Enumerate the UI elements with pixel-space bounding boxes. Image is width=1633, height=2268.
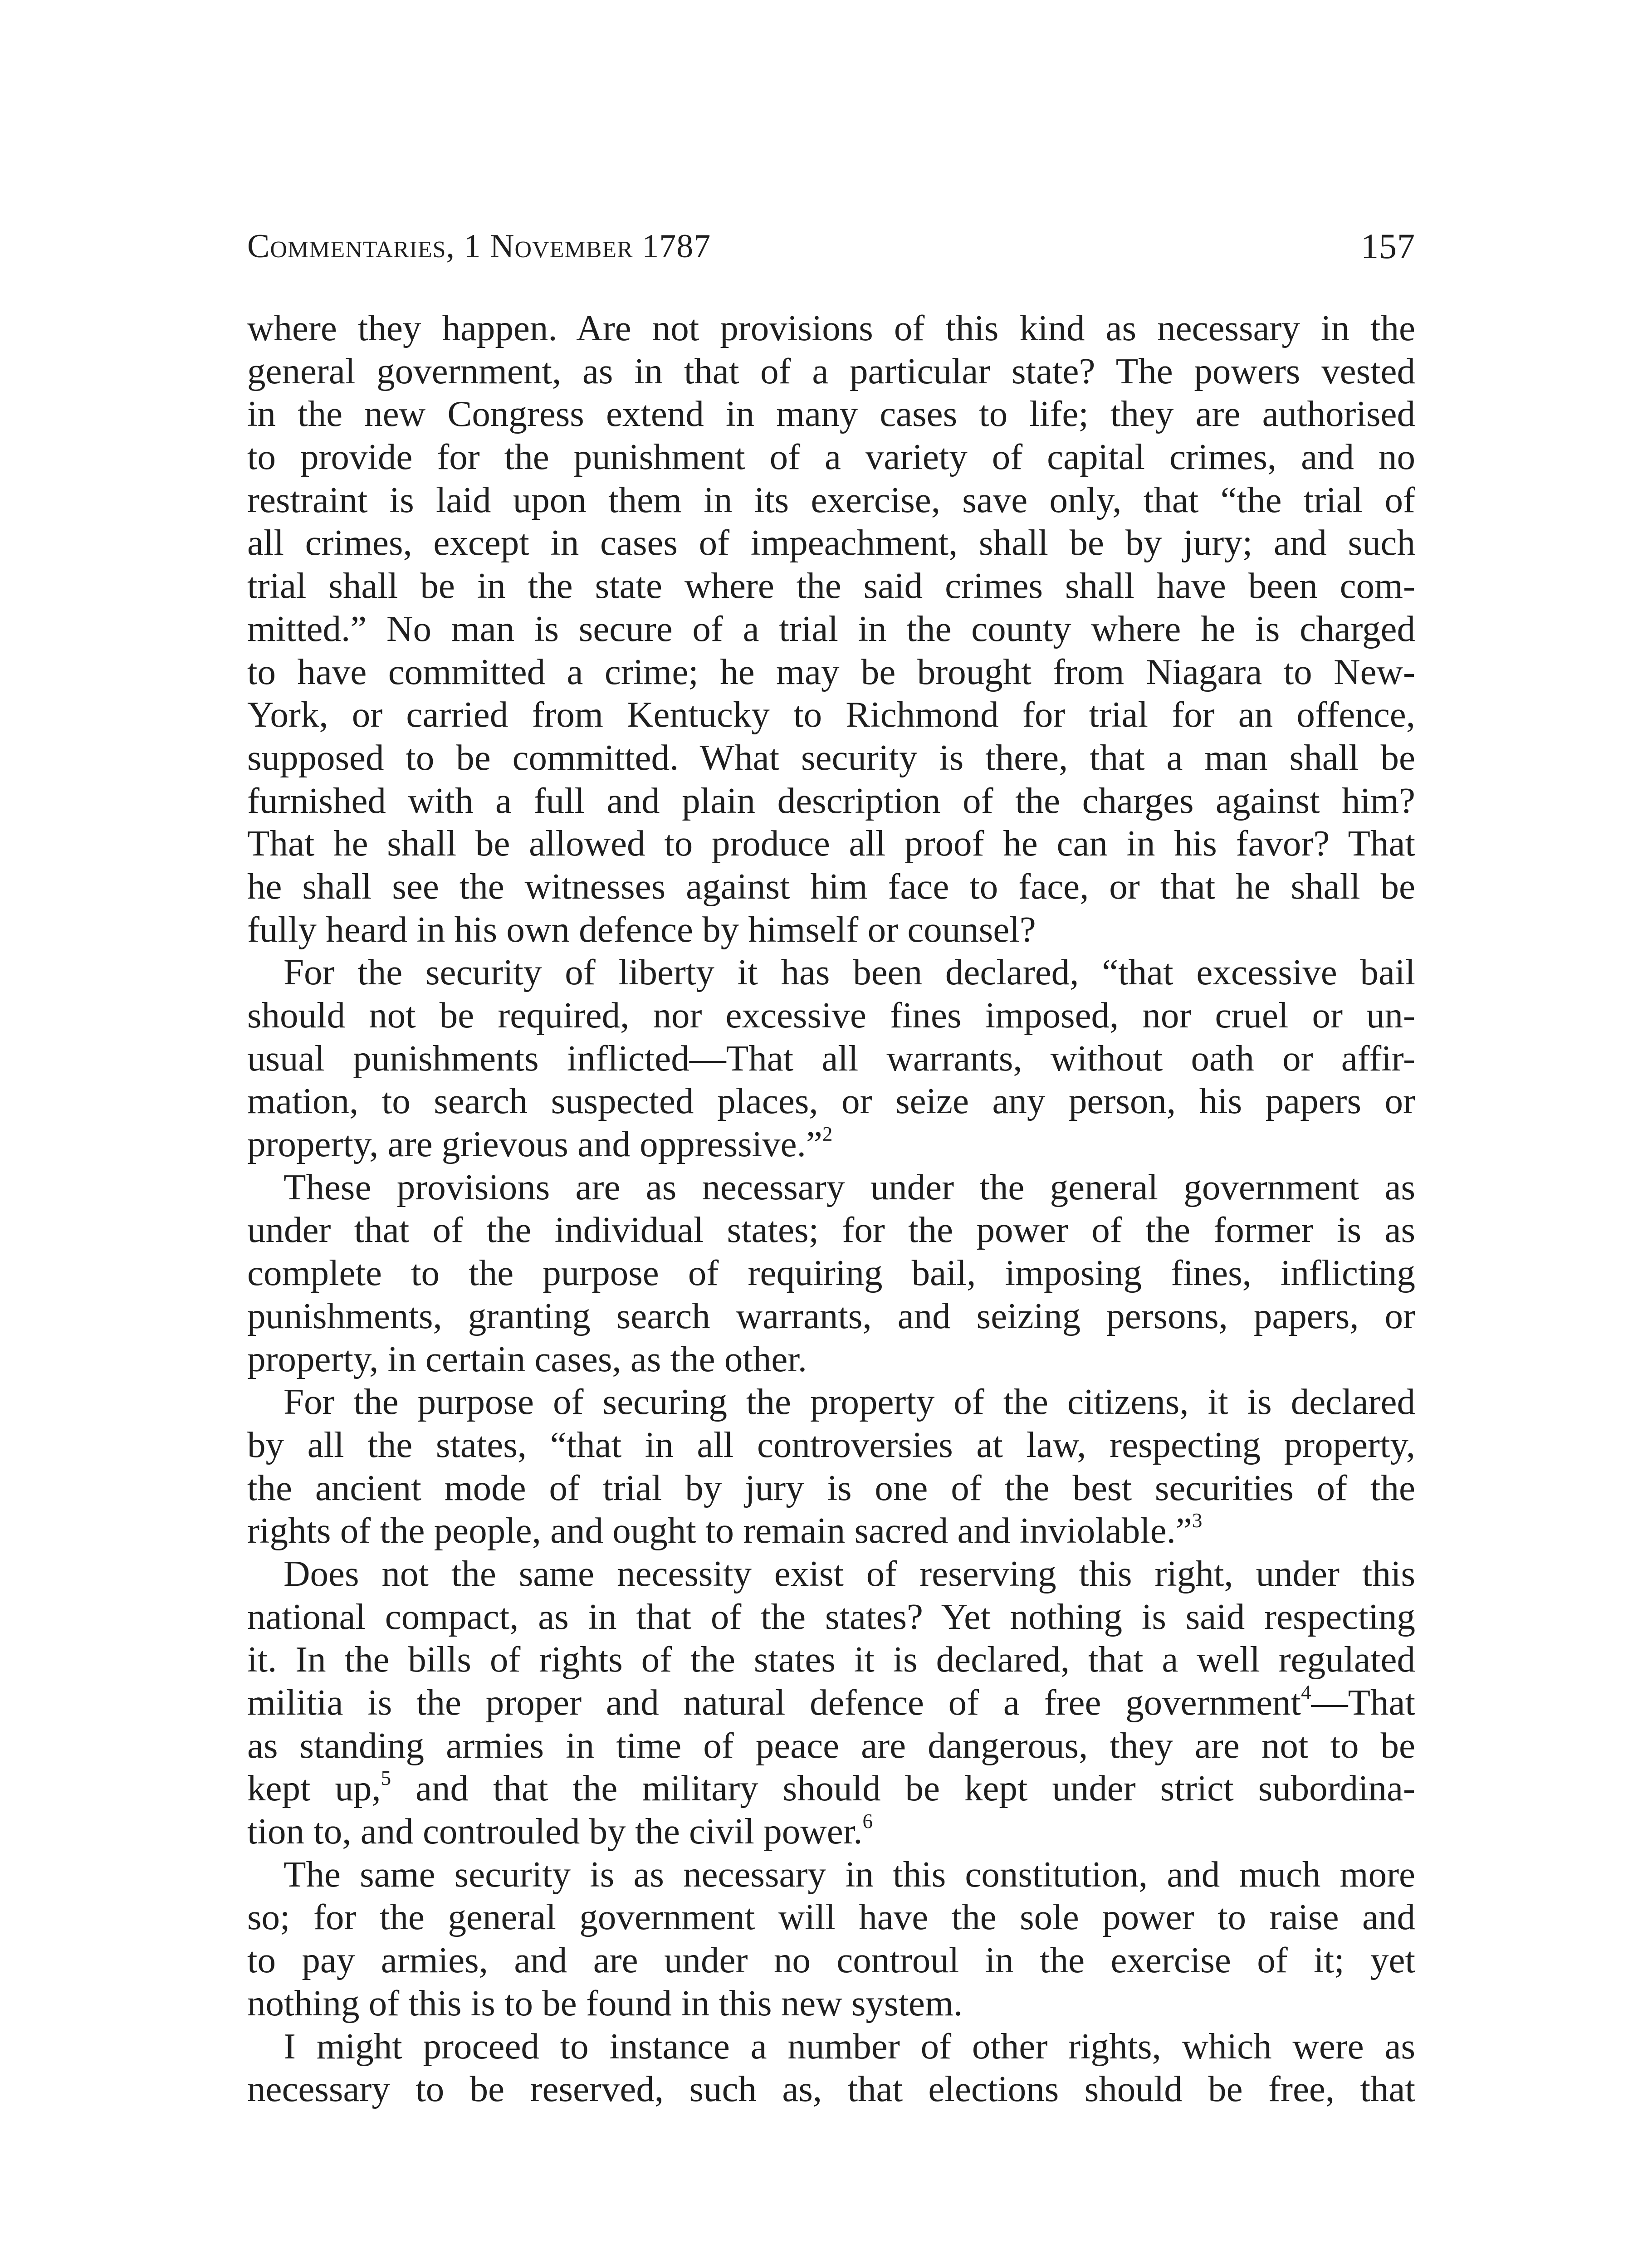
paragraph-start-line: The same security is as necessary in this constitution, and much more	[284, 1853, 1415, 1895]
text-line: property, in certain cases, as the other.	[247, 1338, 807, 1379]
text-line: by all the states, “that in all controversies at law, respecting property,	[247, 1424, 1415, 1465]
text-line: restraint is laid upon them in its exercise, save only, that “the trial of	[247, 479, 1415, 520]
text-line: should not be required, nor excessive fines imposed, nor cruel or un-	[247, 995, 1415, 1036]
text-line: the ancient mode of trial by jury is one of the best securities of the	[247, 1467, 1415, 1508]
footnote-marker: 6	[862, 1810, 873, 1833]
text-line: as standing armies in time of peace are dangerous, they are not to be	[247, 1725, 1415, 1766]
text-line: fully heard in his own defence by himself or counsel?	[247, 909, 1036, 950]
text-line: tion to, and controuled by the civil power.$^6$	[247, 1810, 873, 1852]
text-line: supposed to be committed. What security is there, that a man shall be	[247, 737, 1415, 778]
text-line: militia is the proper and natural defence of a free government$^4$—That	[247, 1681, 1415, 1723]
text-line: York, or carried from Kentucky to Richmond for trial for an offence,	[247, 694, 1415, 735]
footnote-marker: 4	[1301, 1681, 1311, 1704]
text-line: rights of the people, and ought to remain sacred and inviolable.”$^3$	[247, 1509, 1203, 1551]
running-head-title: Commentaries, 1 November 1787	[247, 228, 711, 265]
text-line: punishments, granting search warrants, and seizing persons, papers, or	[247, 1295, 1415, 1336]
text-line: property, are grievous and oppressive.”$^2$	[247, 1123, 833, 1165]
text-line: to have committed a crime; he may be brought from Niagara to New-	[247, 651, 1415, 692]
text-line: mitted.” No man is secure of a trial in the county where he is charged	[247, 608, 1415, 649]
text-line: usual punishments inflicted—That all warrants, without oath or affir-	[247, 1037, 1415, 1079]
footnote-marker: 3	[1192, 1509, 1203, 1532]
text-line: it. In the bills of rights of the states it is declared, that a well regulated	[247, 1639, 1415, 1680]
text-line: That he shall be allowed to produce all proof he can in his favor? That	[247, 823, 1415, 864]
paragraph-start-line: These provisions are as necessary under the general government as	[284, 1166, 1415, 1207]
text-line: general government, as in that of a particular state? The powers vested	[247, 350, 1415, 391]
text-line: national compact, as in that of the states? Yet nothing is said respecting	[247, 1596, 1415, 1637]
paragraph-start-line: I might proceed to instance a number of other rights, which were as	[284, 2025, 1415, 2067]
text-line: where they happen. Are not provisions of this kind as necessary in the	[247, 308, 1415, 348]
body-text	[247, 307, 1415, 2157]
text-line: trial shall be in the state where the said crimes shall have been com-	[247, 565, 1415, 606]
text-line: in the new Congress extend in many cases to life; they are authorised	[247, 393, 1415, 435]
footnote-marker: 5	[381, 1767, 391, 1790]
text-line: necessary to be reserved, such as, that elections should be free, that	[247, 2068, 1415, 2110]
paragraph-start-line: For the security of liberty it has been declared, “that excessive bail	[284, 952, 1415, 993]
paragraph-start-line: For the purpose of securing the property of the citizens, it is declared	[284, 1381, 1415, 1422]
text-line: to provide for the punishment of a variety of capital crimes, and no	[247, 436, 1415, 478]
text-line: furnished with a full and plain description of the charges against him?	[247, 780, 1415, 821]
page-number: 157	[1361, 226, 1415, 266]
paragraph-start-line: Does not the same necessity exist of reserving this right, under this	[284, 1553, 1415, 1594]
text-line: complete to the purpose of requiring bail, imposing fines, inflicting	[247, 1252, 1415, 1294]
text-line: he shall see the witnesses against him face to face, or that he shall be	[247, 865, 1415, 907]
text-line: nothing of this is to be found in this new system.	[247, 1982, 963, 2024]
text-line: so; for the general government will have the sole power to raise and	[247, 1897, 1415, 1938]
text-line: mation, to search suspected places, or seize any person, his papers or	[247, 1080, 1415, 1122]
running-head	[247, 221, 1415, 271]
text-line: under that of the individual states; for the power of the former is as	[247, 1209, 1415, 1251]
text-line: to pay armies, and are under no controul in the exercise of it; yet	[247, 1940, 1415, 1981]
text-line: kept up,$^5$ and that the military should be kept under strict subordina-	[247, 1767, 1415, 1809]
footnote-marker: 2	[822, 1123, 833, 1146]
text-line: all crimes, except in cases of impeachment, shall be by jury; and such	[247, 522, 1415, 563]
